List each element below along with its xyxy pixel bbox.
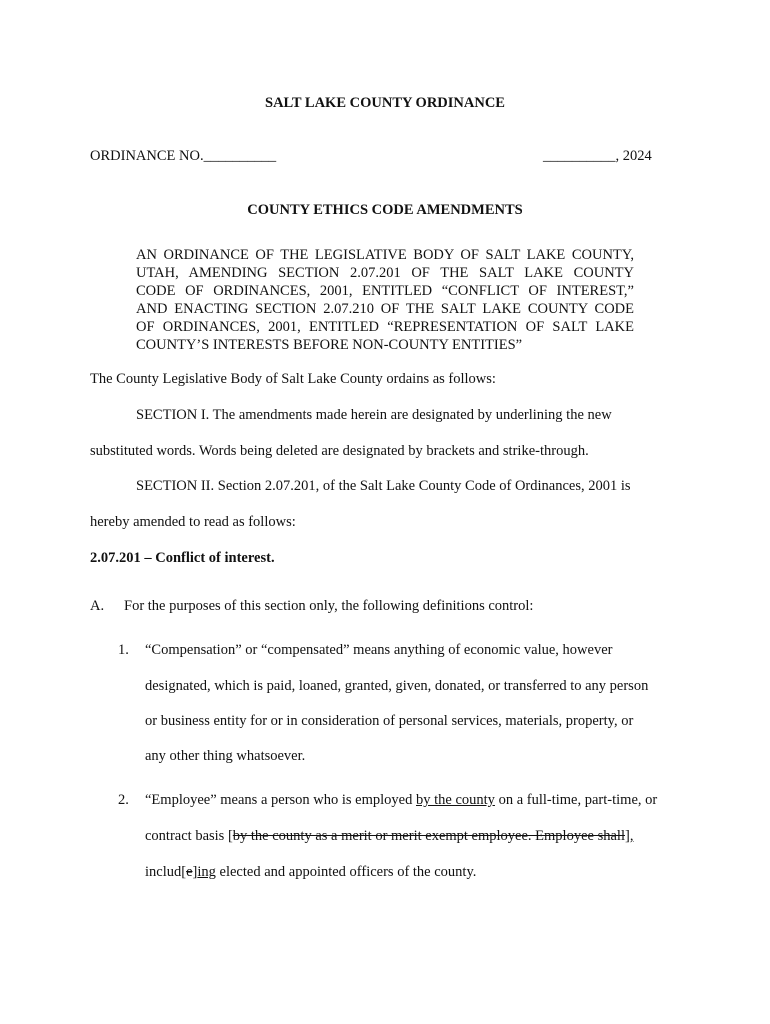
intro-line: CODE OF ORDINANCES, 2001, ENTITLED “CONFLICT OF INTEREST,” [136,283,634,299]
section-1-line-2: substituted words. Words being deleted are designated by brackets and strike-through. [90,443,589,459]
section-1-line-1: SECTION I. The amendments made herein are designated by underlining the new [136,407,612,423]
text-run: includ[ [145,864,187,880]
ordinance-description [136,246,634,354]
deleted-text: e [186,864,193,880]
inserted-text: by the county [416,792,495,808]
text-run: elected and appointed officers of the county. [215,864,477,880]
inserted-text: ing [197,864,216,880]
text-run: ] [624,828,630,844]
item-a-text: For the purposes of this section only, the following definitions control: [124,598,534,614]
section-heading: 2.07.201 – Conflict of interest. [90,550,275,566]
definition-2-line-2 [145,828,633,845]
section-2-line-1: SECTION II. Section 2.07.201, of the Salt Lake County Code of Ordinances, 2001 is [136,478,631,494]
intro-line: UTAH, AMENDING SECTION 2.07.201 OF THE SALT LAKE COUNTY [136,265,634,281]
ordains-statement: The County Legislative Body of Salt Lake County ordains as follows: [90,371,496,387]
definition-1-line: “Compensation” or “compensated” means anything of economic value, however [145,642,613,658]
intro-line: OF ORDINANCES, 2001, ENTITLED “REPRESENTATION OF SALT LAKE [136,319,634,335]
definition-1-line: any other thing whatsoever. [145,748,306,764]
inserted-text: , [629,828,634,844]
ordinance-title: SALT LAKE COUNTY ORDINANCE [265,95,505,111]
intro-line: AN ORDINANCE OF THE LEGISLATIVE BODY OF SALT LAKE COUNTY, [136,247,634,263]
definition-2-number: 2. [118,792,129,808]
deleted-text: by the county as a merit or merit exempt employee. Employee shall [232,828,625,844]
section-2-line-2: hereby amended to read as follows: [90,514,296,530]
definition-2-line-3 [145,864,476,881]
subject-heading: COUNTY ETHICS CODE AMENDMENTS [247,202,523,218]
definition-1-number: 1. [118,642,129,658]
text-run: “Employee” means a person who is employed [145,792,416,808]
text-run: on a full-time, part-time, or [494,792,658,808]
ordinance-date: __________, 2024 [543,148,652,164]
intro-line: COUNTY’S INTERESTS BEFORE NON-COUNTY ENTITIES” [136,337,523,353]
text-run: ] [192,864,198,880]
item-a-label: A. [90,598,105,614]
text-run: contract basis [ [145,828,233,844]
definition-2-line-1 [145,792,657,809]
definition-1-line: or business entity for or in consideration of personal services, materials, property, or [145,713,634,729]
intro-line: AND ENACTING SECTION 2.07.210 OF THE SALT LAKE COUNTY CODE [136,301,634,317]
definition-1-line: designated, which is paid, loaned, granted, given, donated, or transferred to any person [145,678,649,694]
ordinance-number: ORDINANCE NO.__________ [90,148,277,164]
